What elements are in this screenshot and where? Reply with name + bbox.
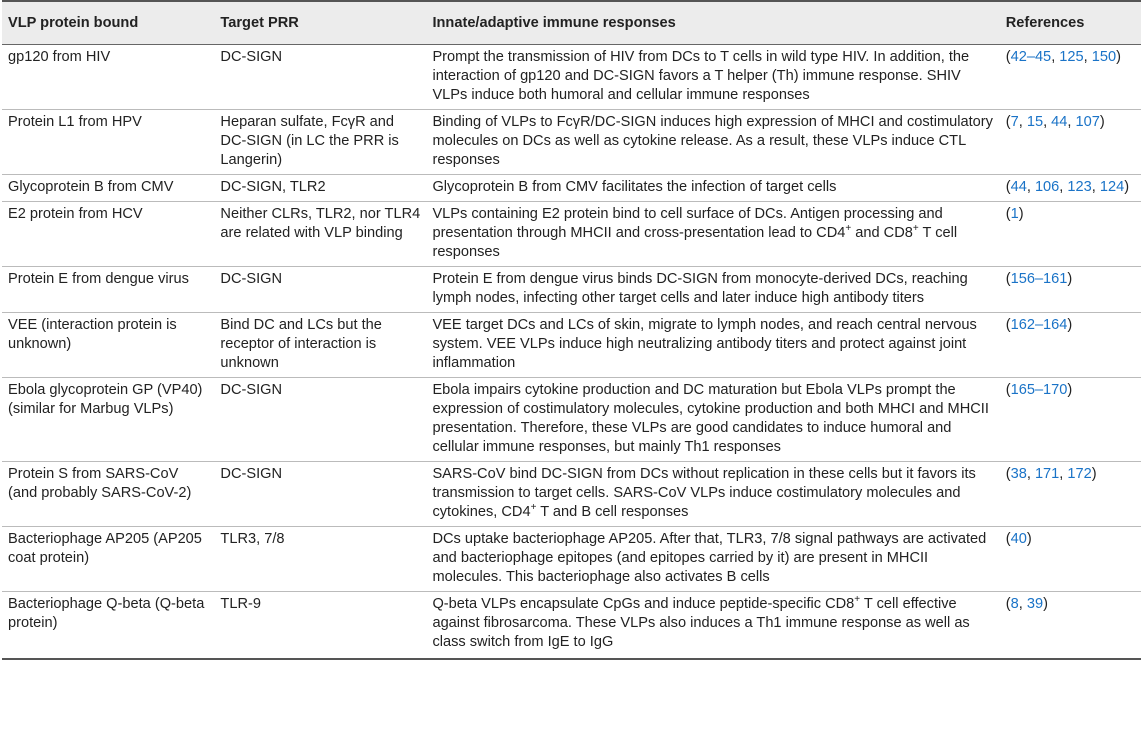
reference-link[interactable]: 124 bbox=[1099, 179, 1125, 195]
cell-references: (38, 171, 172) bbox=[1000, 462, 1141, 527]
cell-immune-response: Protein E from dengue virus binds DC-SIGN from monocyte-derived DCs, reaching lymph nodes, infecting other target cells and later induce high antibody titers bbox=[426, 267, 999, 313]
cell-target-prr: TLR-9 bbox=[214, 592, 426, 660]
reference-link[interactable]: 156–161 bbox=[1010, 271, 1068, 287]
table-row bbox=[2, 462, 1141, 527]
cell-immune-response: Q-beta VLPs encapsulate CpGs and induce peptide-specific CD8+ T cell effective against fibrosarcoma. These VLPs also induces a Th1 immune response as well as class switch from IgE to IgG bbox=[426, 592, 999, 660]
cell-target-prr: Neither CLRs, TLR2, nor TLR4 are related with VLP binding bbox=[214, 202, 426, 267]
cell-immune-response: Ebola impairs cytokine production and DC maturation but Ebola VLPs prompt the expression of costimulatory molecules, cytokine production and both MHCI and MHCII presentation. Therefore, these VLPs are good candidates to induce humoral and cellular immune responses, but mainly Th1 responses bbox=[426, 378, 999, 462]
cell-vlp-protein: Protein L1 from HPV bbox=[2, 110, 214, 175]
header-immune-responses: Innate/adaptive immune responses bbox=[426, 1, 999, 45]
table-row bbox=[2, 313, 1141, 378]
cell-references: (156–161) bbox=[1000, 267, 1141, 313]
table-body bbox=[2, 45, 1141, 660]
cell-vlp-protein: Bacteriophage AP205 (AP205 coat protein) bbox=[2, 527, 214, 592]
table-row bbox=[2, 45, 1141, 110]
table-row bbox=[2, 175, 1141, 202]
cell-references: (44, 106, 123, 124) bbox=[1000, 175, 1141, 202]
table-header-row bbox=[2, 1, 1141, 45]
cell-immune-response: Binding of VLPs to FcγR/DC-SIGN induces high expression of MHCI and costimulatory molecules on DCs as well as cytokine release. As a result, these VLPs induce CTL responses bbox=[426, 110, 999, 175]
reference-link[interactable]: 150 bbox=[1091, 49, 1117, 65]
cell-immune-response: VEE target DCs and LCs of skin, migrate to lymph nodes, and reach central nervous system. VEE VLPs induce high neutralizing antibody titers and protect against joint inflammation bbox=[426, 313, 999, 378]
cell-references: (165–170) bbox=[1000, 378, 1141, 462]
reference-link[interactable]: 1 bbox=[1010, 206, 1019, 222]
cell-target-prr: DC-SIGN bbox=[214, 267, 426, 313]
cell-references: (162–164) bbox=[1000, 313, 1141, 378]
reference-link[interactable]: 44 bbox=[1051, 114, 1068, 130]
cell-target-prr: DC-SIGN, TLR2 bbox=[214, 175, 426, 202]
reference-link[interactable]: 125 bbox=[1059, 49, 1084, 65]
cell-target-prr: TLR3, 7/8 bbox=[214, 527, 426, 592]
table-row bbox=[2, 110, 1141, 175]
cell-vlp-protein: Ebola glycoprotein GP (VP40) (similar for Marbug VLPs) bbox=[2, 378, 214, 462]
cell-references: (8, 39) bbox=[1000, 592, 1141, 660]
cell-vlp-protein: Protein S from SARS-CoV (and probably SARS-CoV-2) bbox=[2, 462, 214, 527]
reference-link[interactable]: 171 bbox=[1034, 466, 1060, 482]
reference-link[interactable]: 15 bbox=[1026, 114, 1044, 130]
cell-references: (1) bbox=[1000, 202, 1141, 267]
reference-link[interactable]: 8 bbox=[1010, 596, 1019, 612]
table-row bbox=[2, 202, 1141, 267]
header-target-prr: Target PRR bbox=[214, 1, 426, 45]
reference-link[interactable]: 123 bbox=[1067, 179, 1092, 195]
cell-references: (40) bbox=[1000, 527, 1141, 592]
table-row bbox=[2, 527, 1141, 592]
reference-link[interactable]: 44 bbox=[1010, 179, 1027, 195]
table-row bbox=[2, 378, 1141, 462]
cell-vlp-protein: Bacteriophage Q-beta (Q-beta protein) bbox=[2, 592, 214, 660]
reference-link[interactable]: 40 bbox=[1010, 531, 1027, 547]
cell-vlp-protein: gp120 from HIV bbox=[2, 45, 214, 110]
cell-target-prr: DC-SIGN bbox=[214, 378, 426, 462]
header-references: References bbox=[1000, 1, 1141, 45]
cell-immune-response: Glycoprotein B from CMV facilitates the infection of target cells bbox=[426, 175, 999, 202]
reference-link[interactable]: 162–164 bbox=[1010, 317, 1068, 333]
table-row bbox=[2, 592, 1141, 660]
reference-link[interactable]: 107 bbox=[1075, 114, 1100, 130]
reference-link[interactable]: 165–170 bbox=[1010, 382, 1068, 398]
cell-immune-response: VLPs containing E2 protein bind to cell surface of DCs. Antigen processing and presentation through MHCII and cross-presentation lead to CD4+ and CD8+ T cell responses bbox=[426, 202, 999, 267]
cell-target-prr: Bind DC and LCs but the receptor of interaction is unknown bbox=[214, 313, 426, 378]
cell-immune-response: Prompt the transmission of HIV from DCs to T cells in wild type HIV. In addition, the interaction of gp120 and DC-SIGN favors a T helper (Th) immune response. SHIV VLPs induce both humoral and cellular immune responses bbox=[426, 45, 999, 110]
cell-vlp-protein: Protein E from dengue virus bbox=[2, 267, 214, 313]
reference-link[interactable]: 7 bbox=[1010, 114, 1019, 130]
cell-immune-response: SARS-CoV bind DC-SIGN from DCs without replication in these cells but it favors its transmission to target cells. SARS-CoV VLPs induce costimulatory molecules and cytokines, CD4+ T and B cell responses bbox=[426, 462, 999, 527]
table-row bbox=[2, 267, 1141, 313]
reference-link[interactable]: 39 bbox=[1026, 596, 1044, 612]
cell-immune-response: DCs uptake bacteriophage AP205. After that, TLR3, 7/8 signal pathways are activated and bacteriophage epitopes (and epitopes carried by it) are present in MHCII molecules. This bacteriophage also activates B cells bbox=[426, 527, 999, 592]
cell-vlp-protein: Glycoprotein B from CMV bbox=[2, 175, 214, 202]
cell-target-prr: DC-SIGN bbox=[214, 462, 426, 527]
cell-references: (42–45, 125, 150) bbox=[1000, 45, 1141, 110]
vlp-table bbox=[2, 0, 1141, 660]
cell-target-prr: Heparan sulfate, FcγR and DC-SIGN (in LC the PRR is Langerin) bbox=[214, 110, 426, 175]
cell-references: (7, 15, 44, 107) bbox=[1000, 110, 1141, 175]
cell-vlp-protein: E2 protein from HCV bbox=[2, 202, 214, 267]
reference-link[interactable]: 42–45 bbox=[1010, 49, 1052, 65]
cell-target-prr: DC-SIGN bbox=[214, 45, 426, 110]
reference-link[interactable]: 106 bbox=[1034, 179, 1060, 195]
reference-link[interactable]: 38 bbox=[1010, 466, 1027, 482]
reference-link[interactable]: 172 bbox=[1067, 466, 1092, 482]
header-vlp-protein: VLP protein bound bbox=[2, 1, 214, 45]
cell-vlp-protein: VEE (interaction protein is unknown) bbox=[2, 313, 214, 378]
